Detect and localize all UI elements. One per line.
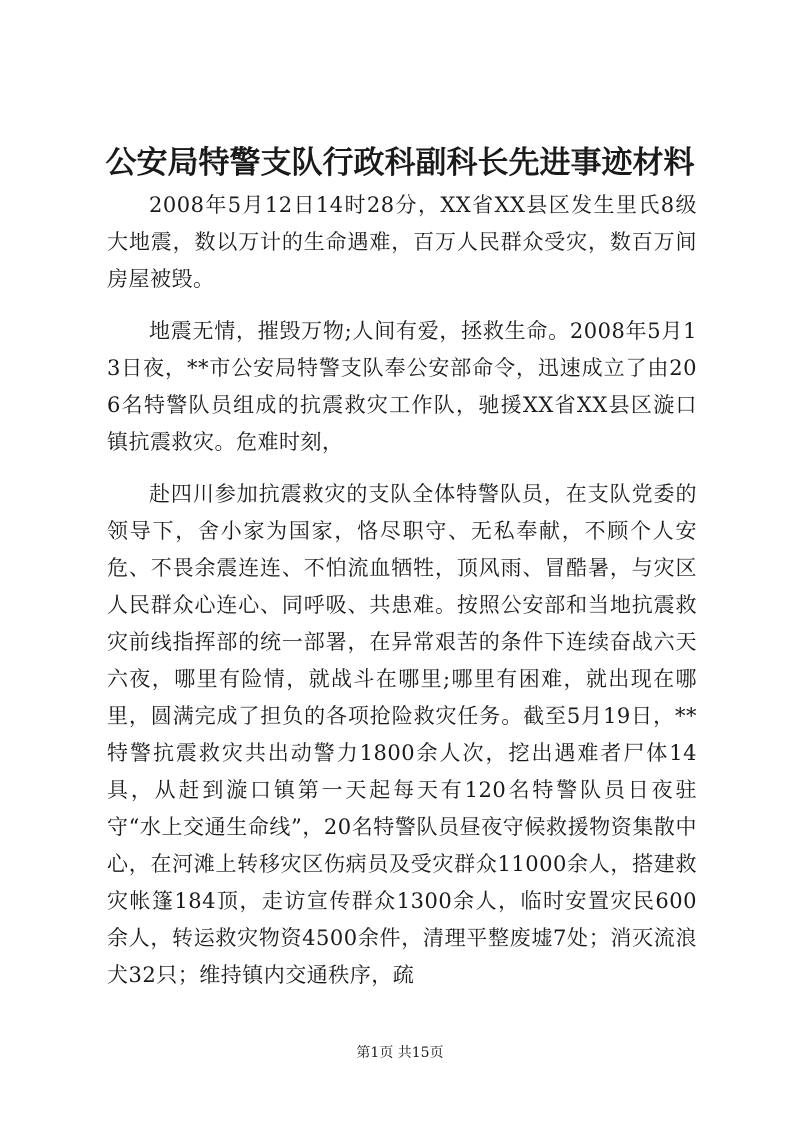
paragraph-1: 2008年5月12日14时28分，XX省XX县区发生里氏8级大地震，数以万计的生命遇难，百万人民群众受灾，数百万间房屋被毁。 bbox=[107, 193, 697, 291]
page-footer bbox=[0, 1044, 800, 1062]
paragraph-3: 赴四川参加抗震救灾的支队全体特警队员，在支队党委的领导下，舍小家为国家，恪尽职守、无私奉献，不顾个人安危、不畏余震连连、不怕流血牺牲，顶风雨、冒酷暑，与灾区人民群众心连心、同呼吸、共患难。按照公安部和当地抗震救灾前线指挥部的统一部署，在异常艰苦的条件下连续奋战六天六夜，哪里有险情，就战斗在哪里;哪里有困难，就出现在哪里，圆满完成了担负的各项抢险救灾任务。截至5月19日，**特警抗震救灾共出动警力1800余人次，挖出遇难者尸体14具，从赶到漩口镇第一天起每天有120名特警队员日夜驻守“水上交通生命线”，20名特警队员昼夜守候救援物资集散中心，在河滩上转移灾区伤病员及受灾群众11000余人，搭建救灾帐篷184顶，走访宣传群众1300余人，临时安置灾民600余人，转运救灾物资4500余件，清理平整废墟7处；消灭流浪犬32只；维持镇内交通秩序，疏 bbox=[107, 482, 697, 987]
page-number-label: 第1页 共15页 bbox=[356, 1045, 444, 1061]
document-body bbox=[107, 187, 697, 1009]
document-title: 公安局特警支队行政科副科长先进事迹材料 bbox=[105, 145, 695, 181]
paragraph-2: 地震无情，摧毁万物;人间有爱，拯救生命。2008年5月13日夜，**市公安局特警支队奉公安部命令，迅速成立了由206名特警队员组成的抗震救灾工作队，驰援XX省XX县区漩口镇抗震救灾。危难时刻， bbox=[107, 319, 697, 454]
